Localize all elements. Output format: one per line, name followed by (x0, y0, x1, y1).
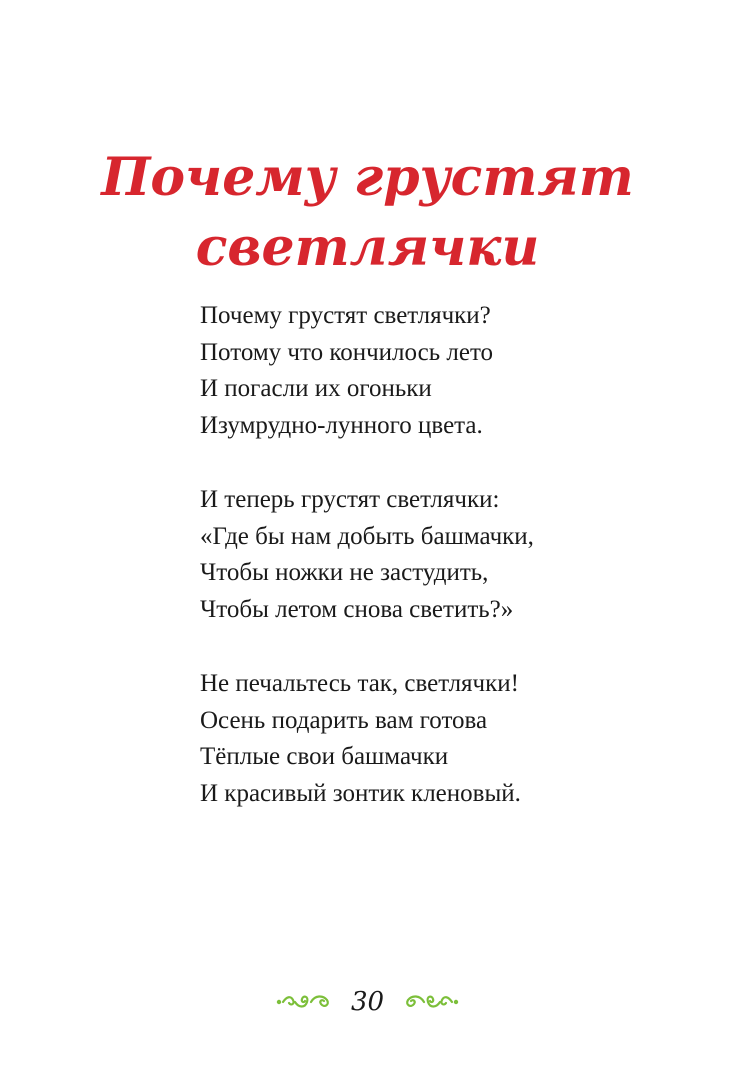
right-swirl-ornament-icon (402, 991, 460, 1013)
stanza-1 (200, 298, 680, 444)
verse-line: И красивый зонтик кленовый. (200, 779, 521, 807)
poem-body (200, 298, 680, 850)
verse-line: Осень подарить вам готова (200, 706, 488, 734)
poem-title-line-2: светлячки (195, 216, 540, 278)
verse-line: Почему грустят светлячки? (200, 302, 491, 329)
page-number: 30 (350, 987, 385, 1017)
verse-line: И погасли их огоньки (200, 375, 432, 402)
verse-line: «Где бы нам добыть башмачки, (200, 522, 534, 550)
stanza-3 (200, 666, 680, 812)
page-footer (0, 982, 735, 1022)
verse-line: Чтобы летом снова светить?» (200, 595, 514, 623)
verse-line: Изумрудно-лунного цвета. (200, 411, 483, 439)
stanza-2 (200, 482, 680, 628)
poem-title (0, 143, 735, 283)
verse-line: Не печальтесь так, светлячки! (200, 670, 519, 697)
poem-title-line-1: Почему грустят (101, 146, 634, 208)
verse-line: Тёплые свои башмачки (200, 743, 449, 770)
verse-line: Потому что кончилось лето (200, 338, 494, 366)
left-swirl-ornament-icon (275, 991, 333, 1013)
verse-line: И теперь грустят светлячки: (200, 486, 500, 513)
verse-line: Чтобы ножки не застудить, (200, 559, 489, 586)
